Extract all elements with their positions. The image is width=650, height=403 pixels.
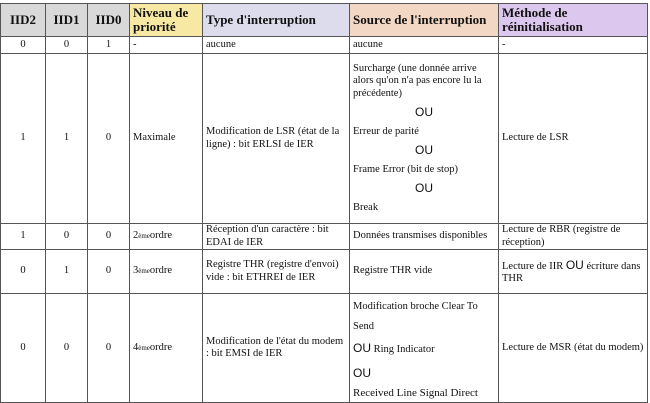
priority-word: ordre <box>149 341 173 353</box>
table-row <box>1 37 648 54</box>
source-received-line-signal: Received Line Signal Direct <box>353 386 478 399</box>
header-priority: Niveau de priorité <box>130 4 203 37</box>
table-row <box>1 224 648 250</box>
priority-word: ordre <box>149 265 173 277</box>
cell-iid2: 1 <box>1 54 46 224</box>
cell-source <box>350 54 499 224</box>
header-iid1: IID1 <box>46 4 88 37</box>
table-row <box>1 250 648 294</box>
cell-method <box>499 250 648 294</box>
cell-iid2: 0 <box>1 250 46 294</box>
or-separator: OU <box>415 143 433 158</box>
method-read-iir: Lecture de IIR <box>502 260 564 272</box>
cell-method: Lecture de RBR (registre de réception) <box>499 224 648 250</box>
priority-suffix: ème <box>138 343 150 352</box>
or-separator: OU <box>415 105 433 120</box>
cell-iid0: 1 <box>88 37 130 54</box>
cell-type: Modification de l'état du modem : bit EMSI de IER <box>203 294 350 403</box>
source-ring-indicator: Ring Indicator <box>373 343 435 355</box>
cell-priority <box>130 224 203 250</box>
cell-iid1: 1 <box>46 250 88 294</box>
cell-iid2: 0 <box>1 294 46 403</box>
priority-rank: 4 <box>133 341 139 353</box>
cell-source: Registre THR vide <box>350 250 499 294</box>
interrupt-table <box>0 3 648 403</box>
table-row <box>1 294 648 403</box>
cell-type: Réception d'un caractère : bit EDAI de IER <box>203 224 350 250</box>
source-clear-to-send: Modification broche Clear To Send <box>353 300 478 332</box>
cell-iid0: 0 <box>88 294 130 403</box>
table-row <box>1 54 648 224</box>
cell-type: Modification de LSR (état de la ligne) : bit ERLSI de IER <box>203 54 350 224</box>
cell-priority: Maximale <box>130 54 203 224</box>
source-overrun: Surcharge (une donnée arrive alors qu'on n'a pas encore lu la précédente) <box>353 62 482 99</box>
or-separator: OU <box>565 257 584 272</box>
priority-rank: 3 <box>133 265 139 277</box>
or-separator: OU <box>415 181 433 196</box>
table-header-row <box>1 4 648 37</box>
cell-source: Données transmises disponibles <box>350 224 499 250</box>
or-separator: OU <box>353 366 371 381</box>
priority-suffix: ème <box>138 232 150 241</box>
source-frame-error: Frame Error (bit de stop) <box>353 163 458 175</box>
cell-iid0: 0 <box>88 250 130 294</box>
cell-type: Registre THR (registre d'envoi) vide : bit ETHREI de IER <box>203 250 350 294</box>
cell-iid0: 0 <box>88 224 130 250</box>
priority-word: ordre <box>149 230 173 242</box>
cell-priority: - <box>130 37 203 54</box>
or-separator: OU <box>353 340 371 355</box>
source-parity-error: Erreur de parité <box>353 125 419 137</box>
cell-iid0: 0 <box>88 54 130 224</box>
cell-iid1: 0 <box>46 224 88 250</box>
header-type: Type d'interruption <box>203 4 350 37</box>
cell-source: aucune <box>350 37 499 54</box>
cell-method: Lecture de LSR <box>499 54 648 224</box>
priority-rank: 2 <box>133 230 139 242</box>
method-write-thr: écriture dans THR <box>502 260 641 285</box>
cell-iid2: 1 <box>1 224 46 250</box>
cell-iid1: 1 <box>46 54 88 224</box>
cell-iid2: 0 <box>1 37 46 54</box>
cell-method: - <box>499 37 648 54</box>
cell-iid1: 0 <box>46 37 88 54</box>
source-break: Break <box>353 201 379 213</box>
cell-method: Lecture de MSR (état du modem) <box>499 294 648 403</box>
priority-suffix: ème <box>138 267 150 276</box>
header-iid2: IID2 <box>1 4 46 37</box>
header-method: Méthode de réinitialisation <box>499 4 648 37</box>
cell-priority <box>130 250 203 294</box>
cell-iid1: 0 <box>46 294 88 403</box>
cell-source <box>350 294 499 403</box>
header-source: Source de l'interruption <box>350 4 499 37</box>
header-iid0: IID0 <box>88 4 130 37</box>
cell-type: aucune <box>203 37 350 54</box>
cell-priority <box>130 294 203 403</box>
